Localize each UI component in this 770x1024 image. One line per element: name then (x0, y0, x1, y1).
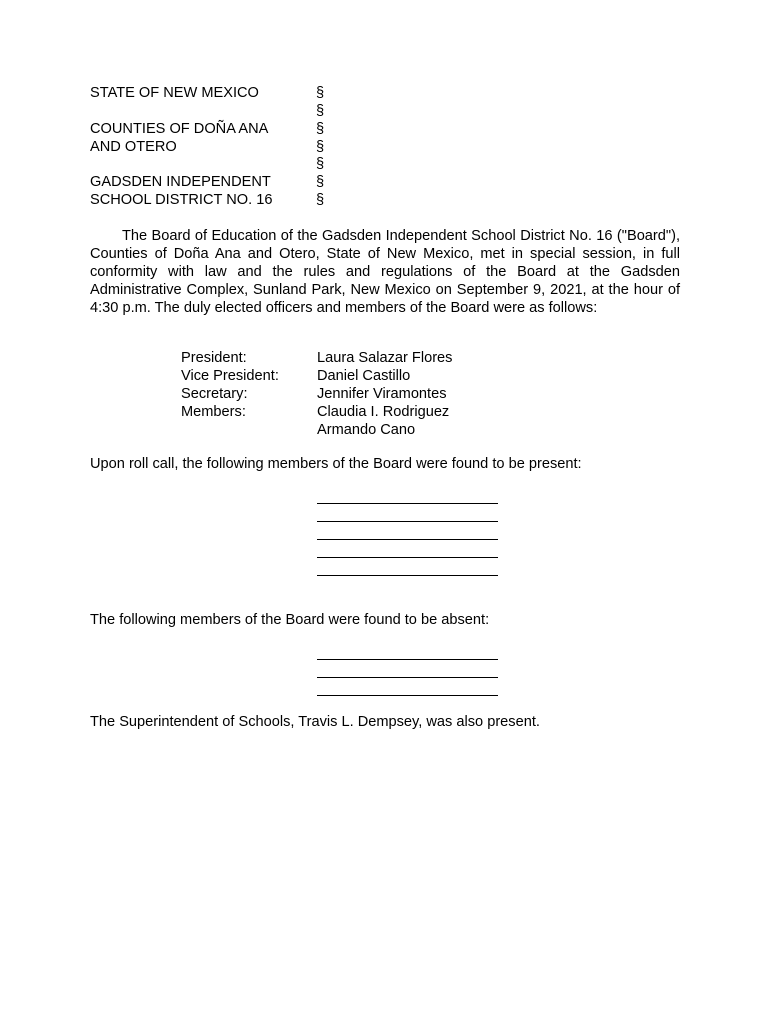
officer-title: Secretary: (181, 386, 248, 402)
caption-district-line2: SCHOOL DISTRICT NO. 16 (90, 192, 273, 208)
section-symbol: § (316, 121, 325, 137)
officer-name: Daniel Castillo (317, 368, 411, 384)
absent-statement: The following members of the Board were found to be absent: (90, 612, 490, 628)
officer-name: Armando Cano (317, 422, 416, 438)
section-symbol: § (316, 103, 325, 119)
superintendent-statement: The Superintendent of Schools, Travis L. Dempsey, was also present. (90, 714, 540, 730)
caption-state: STATE OF NEW MEXICO (90, 85, 259, 101)
present-member-blank-line (317, 575, 498, 576)
officer-name: Claudia I. Rodriguez (317, 404, 450, 420)
officer-name: Laura Salazar Flores (317, 350, 453, 366)
section-symbol: § (316, 156, 325, 172)
present-member-blank-line (317, 557, 498, 558)
section-symbol: § (316, 192, 325, 208)
absent-member-blank-line (317, 677, 498, 678)
absent-member-blank-line (317, 659, 498, 660)
absent-member-blank-line (317, 695, 498, 696)
present-statement: Upon roll call, the following members of the Board were found to be present: (90, 456, 582, 472)
section-symbol: § (316, 139, 325, 155)
officer-name: Jennifer Viramontes (317, 386, 447, 402)
caption-counties-line1: COUNTIES OF DOÑA ANA (90, 121, 269, 137)
section-symbol: § (316, 174, 325, 190)
present-member-blank-line (317, 503, 498, 504)
caption-counties-line2: AND OTERO (90, 139, 177, 155)
present-member-blank-line (317, 539, 498, 540)
intro-paragraph-text: The Board of Education of the Gadsden Independent School District No. 16 ("Board"), Counties of Doña Ana and Otero, State of New Mexico, met in special session, in full conformity with law and the rules and regulations of the Board at the Gadsden Administrative Complex, Sunland Park, New Mexico on September 9, 2021, at the hour of 4:30 p.m. The duly elected officers and members of the Board were as follows: (90, 228, 680, 316)
section-symbol: § (316, 85, 325, 101)
officer-title: President: (181, 350, 247, 366)
officer-title: Members: (181, 404, 246, 420)
present-member-blank-line (317, 521, 498, 522)
caption-district-line1: GADSDEN INDEPENDENT (90, 174, 271, 190)
intro-paragraph (90, 227, 680, 317)
officer-title: Vice President: (181, 368, 279, 384)
